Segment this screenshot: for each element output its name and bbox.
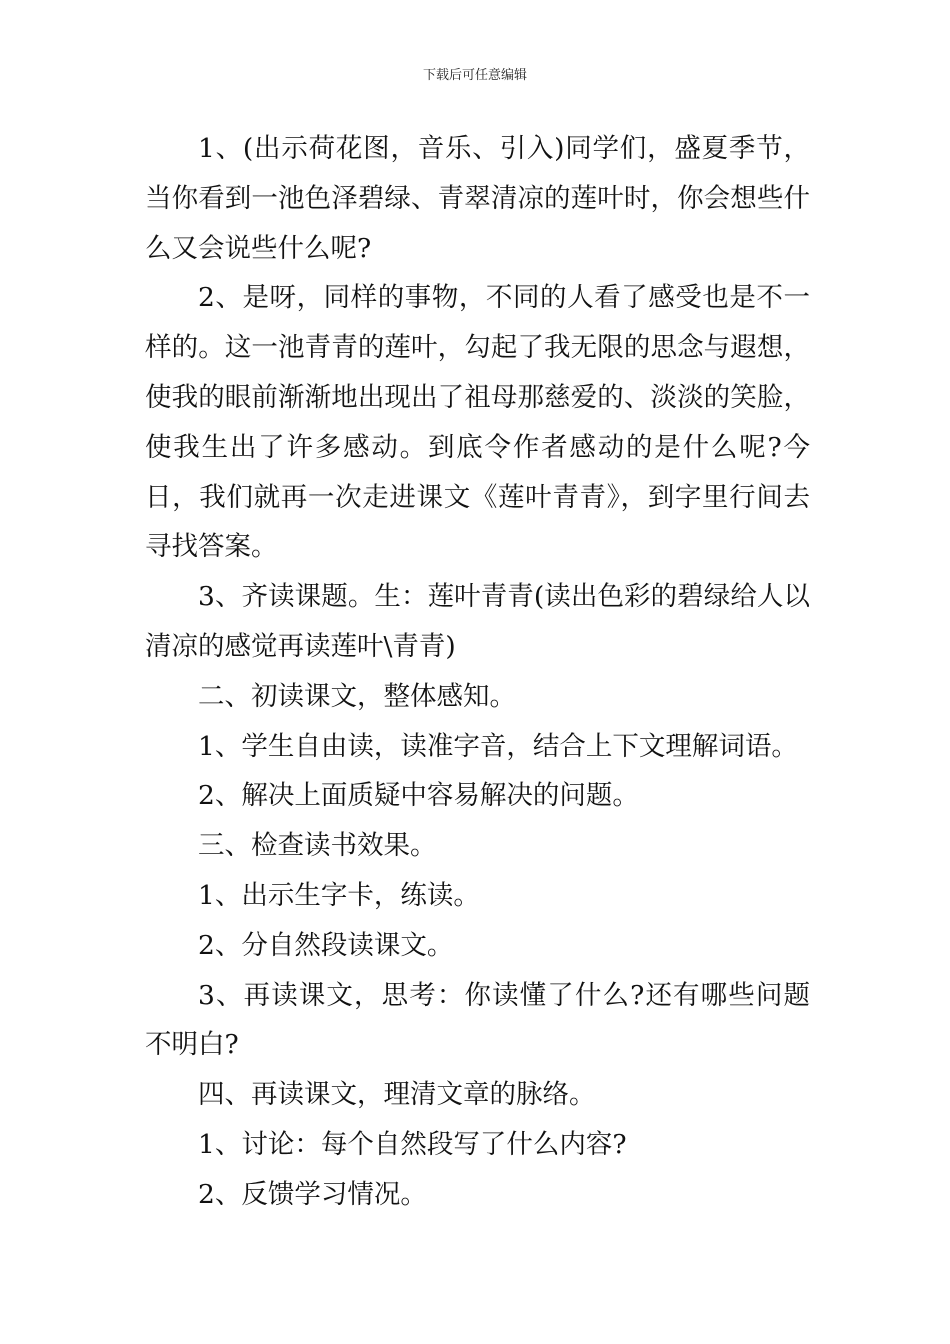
paragraph-section2-2: 2、解决上面质疑中容易解决的问题。 (198, 780, 639, 812)
document-body (145, 124, 810, 1220)
page-header: 下载后可任意编辑 (422, 68, 527, 83)
paragraph-section3-3: 3、再读课文，思考：你读懂了什么?还有哪些问题不明白? (145, 979, 810, 1061)
paragraph-intro-2: 2、是呀，同样的事物，不同的人看了感受也是不一样的。这一池青青的莲叶，勾起了我无限的思念与遐想，使我的眼前渐渐地出现出了祖母那慈爱的、淡淡的笑脸，使我生出了许多感动。到底令作者感动的是什么呢?今日，我们就再一次走进课文《莲叶青青》，到字里行间去寻找答案。 (145, 282, 810, 563)
paragraph-section2-1: 1、学生自由读，读准字音，结合上下文理解词语。 (198, 730, 798, 762)
paragraph-section4-1: 1、讨论：每个自然段写了什么内容? (198, 1128, 627, 1160)
paragraph-section3-2: 2、分自然段读课文。 (198, 929, 454, 961)
paragraph-intro-3: 3、齐读课题。生：莲叶青青(读出色彩的碧绿给人以清凉的感觉再读莲叶\青青) (145, 581, 810, 662)
section-heading-2: 二、初读课文，整体感知。 (198, 680, 516, 712)
section-heading-3: 三、检查读书效果。 (198, 830, 437, 862)
paragraph-section4-2: 2、反馈学习情况。 (198, 1178, 427, 1210)
paragraph-intro-1: 1、(出示荷花图，音乐、引入)同学们，盛夏季节，当你看到一池色泽碧绿、青翠清凉的莲叶时，你会想些什么又会说些什么呢? (145, 133, 810, 264)
paragraph-section3-1: 1、出示生字卡，练读。 (198, 879, 480, 911)
section-heading-4: 四、再读课文，理清文章的脉络。 (198, 1079, 596, 1111)
